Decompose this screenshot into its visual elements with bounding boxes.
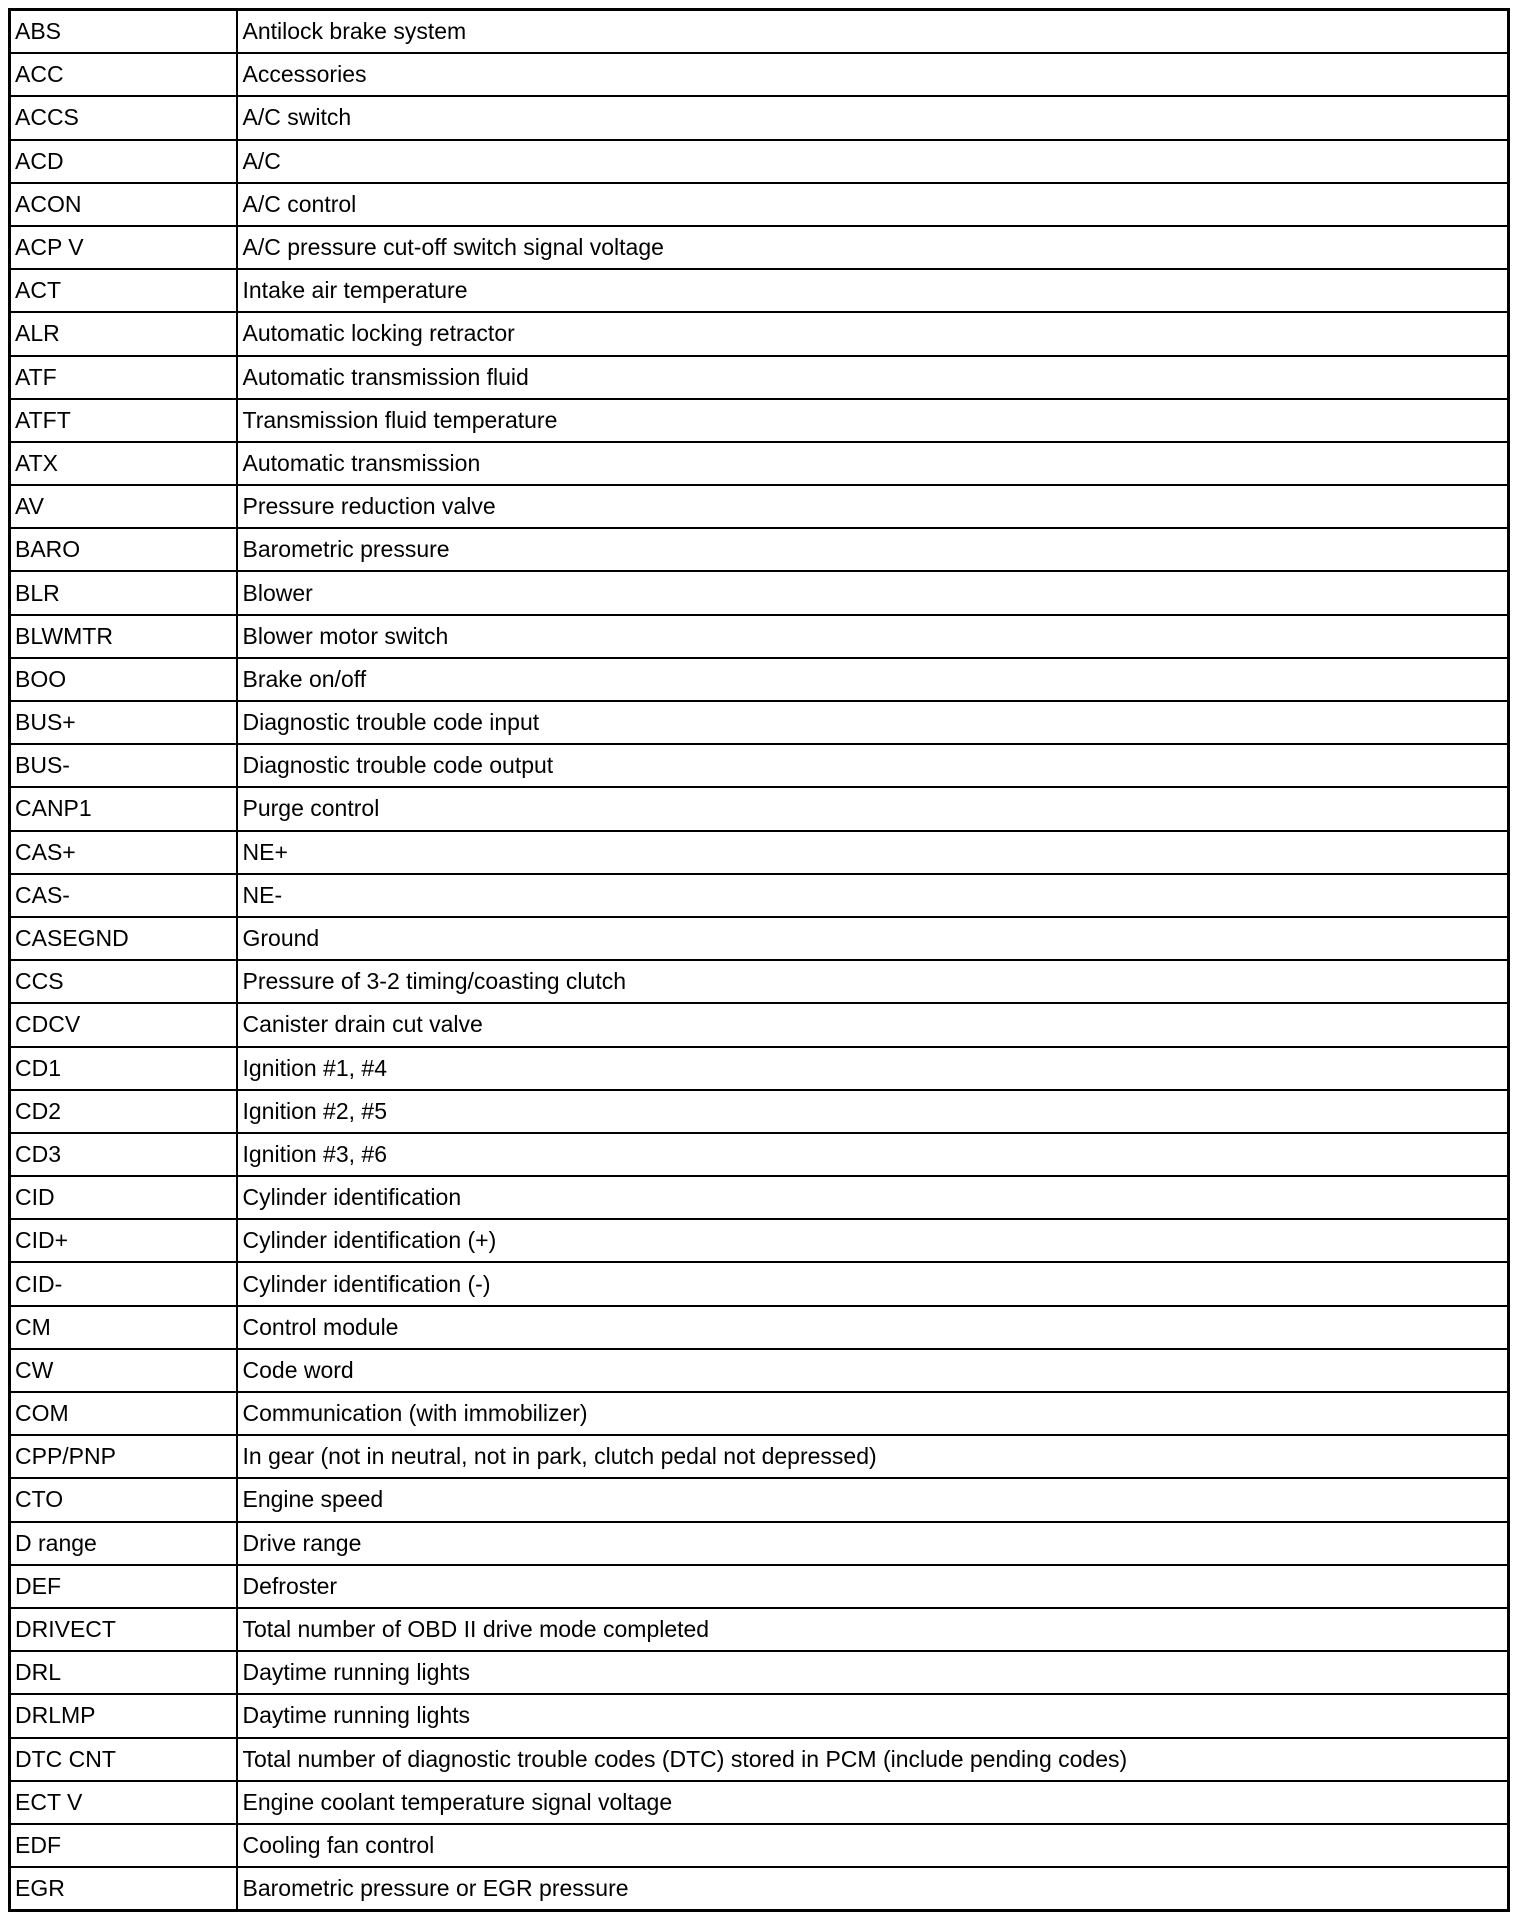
abbreviation-cell: CPP/PNP [10, 1435, 237, 1478]
definition-cell: Barometric pressure or EGR pressure [237, 1867, 1509, 1911]
abbreviation-cell: DTC CNT [10, 1738, 237, 1781]
table-row [10, 1824, 1509, 1867]
definition-cell: In gear (not in neutral, not in park, clutch pedal not depressed) [237, 1435, 1509, 1478]
abbreviation-cell: ATF [10, 356, 237, 399]
abbreviation-cell: BLR [10, 571, 237, 614]
abbreviation-cell: ALR [10, 312, 237, 355]
abbreviation-cell: BUS+ [10, 701, 237, 744]
table-row [10, 1262, 1509, 1305]
table-row [10, 1694, 1509, 1737]
definition-cell: Ignition #2, #5 [237, 1090, 1509, 1133]
table-row [10, 874, 1509, 917]
abbreviation-cell: BLWMTR [10, 615, 237, 658]
abbreviation-cell: CW [10, 1349, 237, 1392]
abbreviation-cell: CAS- [10, 874, 237, 917]
definition-cell: A/C control [237, 183, 1509, 226]
definition-cell: Daytime running lights [237, 1651, 1509, 1694]
abbreviation-cell: ECT V [10, 1781, 237, 1824]
table-row [10, 1608, 1509, 1651]
table-row [10, 1781, 1509, 1824]
definition-cell: Intake air temperature [237, 269, 1509, 312]
table-row [10, 1392, 1509, 1435]
table-row [10, 528, 1509, 571]
table-row [10, 1003, 1509, 1046]
table-row [10, 1349, 1509, 1392]
definition-cell: Cooling fan control [237, 1824, 1509, 1867]
definition-cell: Brake on/off [237, 658, 1509, 701]
table-row [10, 701, 1509, 744]
definition-cell: Defroster [237, 1565, 1509, 1608]
table-row [10, 571, 1509, 614]
definition-cell: Communication (with immobilizer) [237, 1392, 1509, 1435]
table-row [10, 226, 1509, 269]
definition-cell: Diagnostic trouble code input [237, 701, 1509, 744]
abbreviation-cell: CM [10, 1306, 237, 1349]
abbreviation-cell: CD1 [10, 1047, 237, 1090]
table-row [10, 96, 1509, 139]
table-row [10, 1435, 1509, 1478]
table-row [10, 615, 1509, 658]
definition-cell: Purge control [237, 787, 1509, 830]
abbreviation-cell: EDF [10, 1824, 237, 1867]
abbreviation-cell: ATFT [10, 399, 237, 442]
definition-cell: Barometric pressure [237, 528, 1509, 571]
abbreviation-cell: DRLMP [10, 1694, 237, 1737]
definition-cell: Diagnostic trouble code output [237, 744, 1509, 787]
abbreviation-cell: ACCS [10, 96, 237, 139]
table-row [10, 1090, 1509, 1133]
table-row [10, 53, 1509, 96]
table-row [10, 1651, 1509, 1694]
definition-cell: Blower motor switch [237, 615, 1509, 658]
table-row [10, 831, 1509, 874]
abbreviation-cell: ACON [10, 183, 237, 226]
table-row [10, 744, 1509, 787]
abbreviation-table [8, 8, 1510, 1912]
table-row [10, 1133, 1509, 1176]
table-row [10, 1306, 1509, 1349]
table-row [10, 960, 1509, 1003]
table-row [10, 485, 1509, 528]
table-row [10, 183, 1509, 226]
definition-cell: Canister drain cut valve [237, 1003, 1509, 1046]
table-row [10, 1867, 1509, 1911]
definition-cell: A/C switch [237, 96, 1509, 139]
table-row [10, 1478, 1509, 1521]
definition-cell: Transmission fluid temperature [237, 399, 1509, 442]
abbreviation-cell: DEF [10, 1565, 237, 1608]
definition-cell: Code word [237, 1349, 1509, 1392]
abbreviation-cell: BUS- [10, 744, 237, 787]
definition-cell: Antilock brake system [237, 10, 1509, 54]
table-row [10, 1565, 1509, 1608]
table-row [10, 658, 1509, 701]
abbreviation-cell: BARO [10, 528, 237, 571]
abbreviation-cell: DRIVECT [10, 1608, 237, 1651]
table-row [10, 442, 1509, 485]
table-row [10, 1176, 1509, 1219]
abbreviation-cell: ACP V [10, 226, 237, 269]
definition-cell: Automatic transmission fluid [237, 356, 1509, 399]
definition-cell: Ignition #1, #4 [237, 1047, 1509, 1090]
definition-cell: Pressure reduction valve [237, 485, 1509, 528]
definition-cell: A/C [237, 140, 1509, 183]
abbreviation-table-body [10, 10, 1509, 1911]
table-row [10, 399, 1509, 442]
definition-cell: Engine speed [237, 1478, 1509, 1521]
definition-cell: Total number of diagnostic trouble codes (DTC) stored in PCM (include pending codes) [237, 1738, 1509, 1781]
table-row [10, 1047, 1509, 1090]
definition-cell: Automatic transmission [237, 442, 1509, 485]
abbreviation-cell: CID [10, 1176, 237, 1219]
abbreviation-cell: DRL [10, 1651, 237, 1694]
definition-cell: A/C pressure cut-off switch signal voltage [237, 226, 1509, 269]
definition-cell: Daytime running lights [237, 1694, 1509, 1737]
abbreviation-cell: CD3 [10, 1133, 237, 1176]
definition-cell: Accessories [237, 53, 1509, 96]
table-row [10, 1738, 1509, 1781]
abbreviation-cell: ACC [10, 53, 237, 96]
table-row [10, 917, 1509, 960]
definition-cell: Ignition #3, #6 [237, 1133, 1509, 1176]
table-row [10, 356, 1509, 399]
abbreviation-cell: ABS [10, 10, 237, 54]
definition-cell: Control module [237, 1306, 1509, 1349]
abbreviation-cell: CCS [10, 960, 237, 1003]
definition-cell: Pressure of 3-2 timing/coasting clutch [237, 960, 1509, 1003]
table-row [10, 269, 1509, 312]
abbreviation-cell: CASEGND [10, 917, 237, 960]
abbreviation-cell: CD2 [10, 1090, 237, 1133]
abbreviation-cell: CID+ [10, 1219, 237, 1262]
abbreviation-cell: AV [10, 485, 237, 528]
abbreviation-cell: CAS+ [10, 831, 237, 874]
table-row [10, 140, 1509, 183]
definition-cell: Engine coolant temperature signal voltage [237, 1781, 1509, 1824]
table-row [10, 312, 1509, 355]
abbreviation-cell: EGR [10, 1867, 237, 1911]
definition-cell: NE+ [237, 831, 1509, 874]
definition-cell: Cylinder identification [237, 1176, 1509, 1219]
abbreviation-cell: D range [10, 1522, 237, 1565]
table-row [10, 10, 1509, 54]
definition-cell: Total number of OBD II drive mode completed [237, 1608, 1509, 1651]
abbreviation-cell: ACT [10, 269, 237, 312]
definition-cell: NE- [237, 874, 1509, 917]
definition-cell: Cylinder identification (-) [237, 1262, 1509, 1305]
definition-cell: Blower [237, 571, 1509, 614]
abbreviation-cell: COM [10, 1392, 237, 1435]
table-row [10, 787, 1509, 830]
definition-cell: Ground [237, 917, 1509, 960]
definition-cell: Cylinder identification (+) [237, 1219, 1509, 1262]
definition-cell: Drive range [237, 1522, 1509, 1565]
abbreviation-cell: BOO [10, 658, 237, 701]
table-row [10, 1219, 1509, 1262]
definition-cell: Automatic locking retractor [237, 312, 1509, 355]
table-row [10, 1522, 1509, 1565]
abbreviation-cell: ACD [10, 140, 237, 183]
abbreviation-cell: CANP1 [10, 787, 237, 830]
abbreviation-cell: CTO [10, 1478, 237, 1521]
abbreviation-cell: CID- [10, 1262, 237, 1305]
abbreviation-cell: ATX [10, 442, 237, 485]
abbreviation-cell: CDCV [10, 1003, 237, 1046]
